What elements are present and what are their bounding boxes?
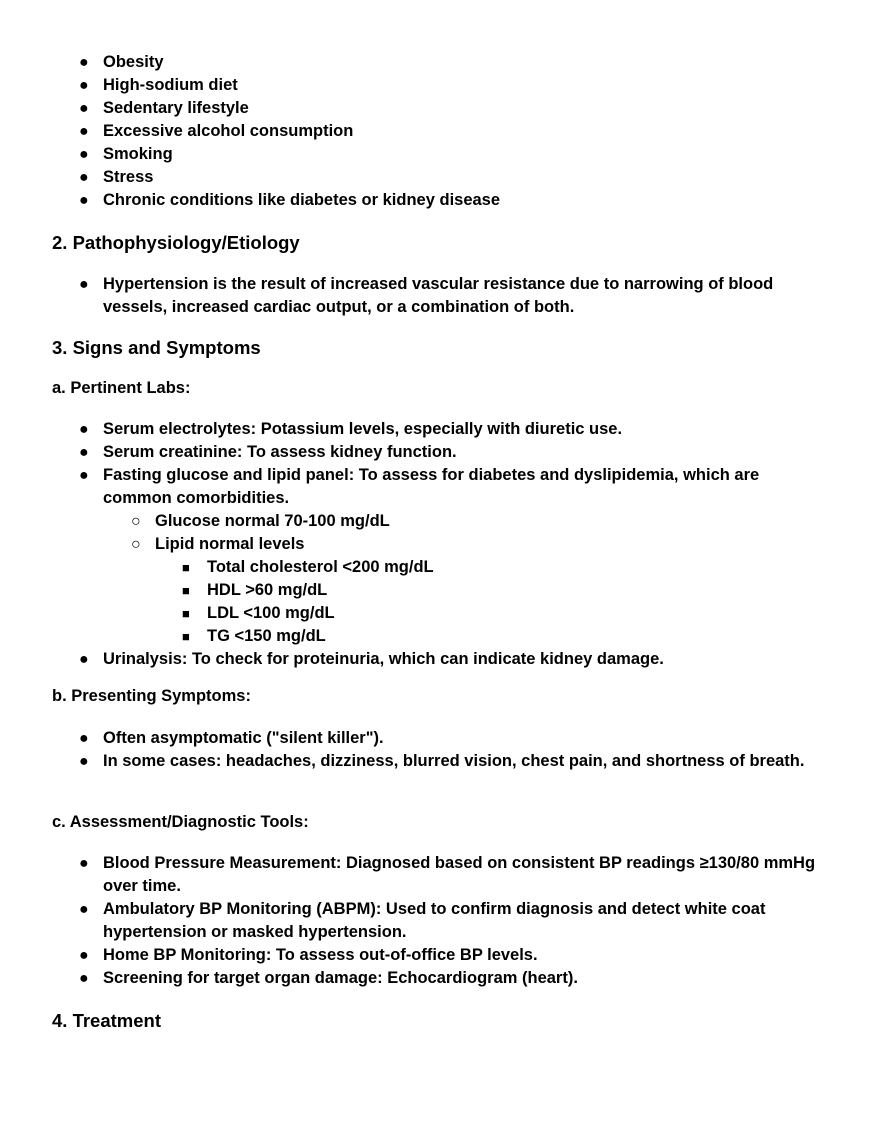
list-item: ● Excessive alcohol consumption — [0, 120, 880, 143]
bullet-disc-icon: ● — [79, 467, 89, 484]
bullet-disc-icon: ● — [79, 192, 89, 209]
labs-heading: a. Pertinent Labs: — [52, 379, 191, 397]
symptoms-list — [0, 727, 880, 773]
sub-sub-list-item: ■ HDL >60 mg/dL — [0, 579, 880, 602]
risk-factors-list — [0, 51, 880, 212]
bullet-disc-icon: ● — [79, 947, 89, 964]
list-item: ● Chronic conditions like diabetes or kidney disease — [0, 189, 880, 212]
list-item: ● Screening for target organ damage: Echocardiogram (heart). — [0, 967, 880, 990]
bullet-disc-icon: ● — [79, 901, 89, 918]
list-item: ● Hypertension is the result of increased vascular resistance due to narrowing of blood vessels, increased cardiac output, or a combination of both. — [79, 275, 774, 316]
sub-sub-list-item: ■ LDL <100 mg/dL — [0, 602, 880, 625]
list-item: ● Urinalysis: To check for proteinuria, which can indicate kidney damage. — [0, 648, 880, 671]
bullet-disc-icon: ● — [79, 970, 89, 987]
bullet-square-icon: ■ — [182, 560, 190, 575]
list-item: ● Stress — [0, 166, 880, 189]
assessment-list — [0, 852, 880, 990]
bullet-disc-icon: ● — [79, 730, 89, 747]
sub-list-item: ○ Lipid normal levels — [0, 533, 880, 556]
bullet-disc-icon: ● — [79, 54, 89, 71]
list-item: ● Blood Pressure Measurement: Diagnosed based on consistent BP readings ≥130/80 mmHg over time. — [79, 854, 816, 895]
pathophysiology-list — [0, 273, 880, 319]
list-item: ● Obesity — [0, 51, 880, 74]
assessment-heading: c. Assessment/Diagnostic Tools: — [52, 813, 309, 831]
bullet-disc-icon: ● — [79, 651, 89, 668]
list-item: ● Serum electrolytes: Potassium levels, especially with diuretic use. — [0, 418, 880, 441]
list-item: ● In some cases: headaches, dizziness, blurred vision, chest pain, and shortness of breath. — [0, 750, 880, 773]
list-item: ● Fasting glucose and lipid panel: To assess for diabetes and dyslipidemia, which are common comorbidities. — [79, 466, 760, 507]
bullet-disc-icon: ● — [79, 77, 89, 94]
section-3-heading: 3. Signs and Symptoms — [52, 337, 261, 358]
list-item: ● Serum creatinine: To assess kidney function. — [0, 441, 880, 464]
bullet-square-icon: ■ — [182, 606, 190, 621]
bullet-square-icon: ■ — [182, 583, 190, 598]
sub-list-item: ○ Glucose normal 70-100 mg/dL — [0, 510, 880, 533]
bullet-disc-icon: ● — [79, 100, 89, 117]
list-item: ● Sedentary lifestyle — [0, 97, 880, 120]
bullet-disc-icon: ● — [79, 855, 89, 872]
list-item: ● Smoking — [0, 143, 880, 166]
section-4-heading: 4. Treatment — [52, 1010, 161, 1031]
bullet-disc-icon: ● — [79, 276, 89, 293]
bullet-disc-icon: ● — [79, 146, 89, 163]
labs-list — [0, 418, 880, 671]
bullet-disc-icon: ● — [79, 444, 89, 461]
bullet-circle-icon: ○ — [131, 536, 141, 553]
bullet-circle-icon: ○ — [131, 513, 141, 530]
list-item: ● High-sodium diet — [0, 74, 880, 97]
list-item: ● Home BP Monitoring: To assess out-of-office BP levels. — [0, 944, 880, 967]
section-2-heading: 2. Pathophysiology/Etiology — [52, 232, 300, 253]
symptoms-heading: b. Presenting Symptoms: — [52, 687, 251, 705]
list-item: ● Ambulatory BP Monitoring (ABPM): Used to confirm diagnosis and detect white coat hypertension or masked hypertension. — [79, 900, 766, 941]
bullet-disc-icon: ● — [79, 123, 89, 140]
sub-sub-list-item: ■ Total cholesterol <200 mg/dL — [0, 556, 880, 579]
bullet-square-icon: ■ — [182, 629, 190, 644]
list-item: ● Often asymptomatic ("silent killer"). — [0, 727, 880, 750]
bullet-disc-icon: ● — [79, 169, 89, 186]
bullet-disc-icon: ● — [79, 753, 89, 770]
bullet-disc-icon: ● — [79, 421, 89, 438]
sub-sub-list-item: ■ TG <150 mg/dL — [0, 625, 880, 648]
